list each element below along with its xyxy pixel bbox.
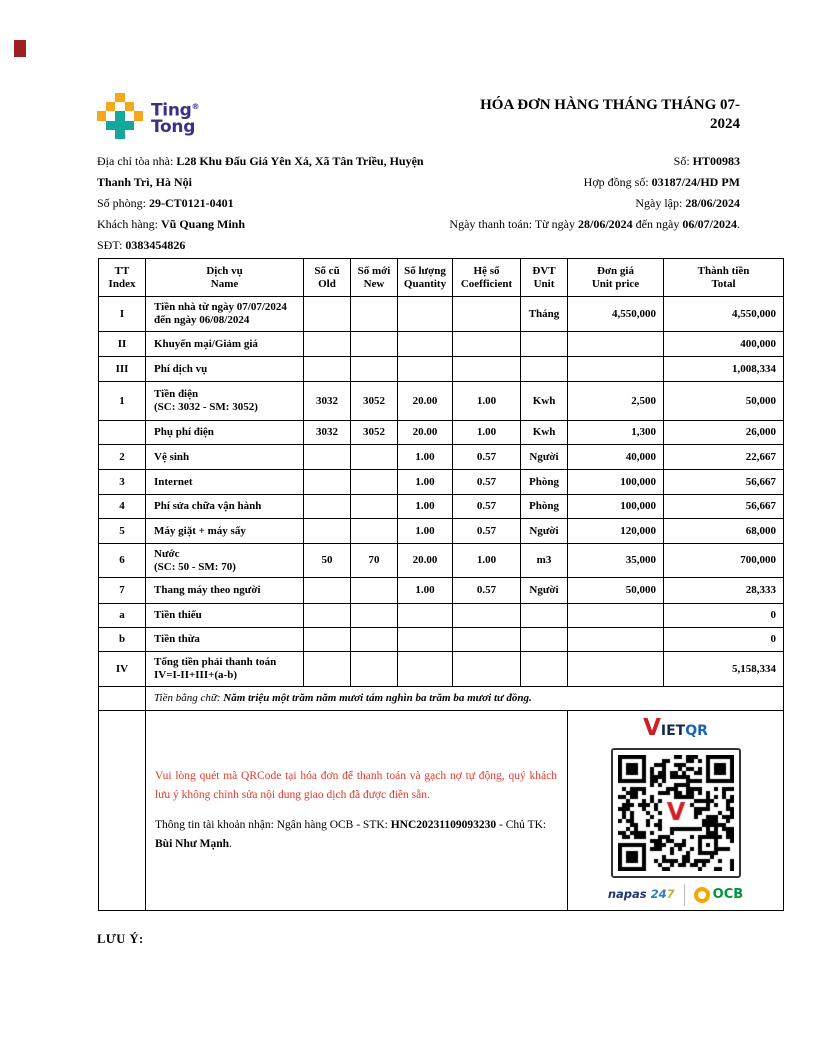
cell-old [304,519,351,544]
building-address: Địa chỉ tòa nhà: L28 Khu Đấu Giá Yên Xá, Xã Tân Triều, Huyện Thanh Trì, Hà Nội [97,154,424,189]
table-row [99,382,784,421]
cell-old [304,297,351,332]
cell-coef: 0.57 [453,495,521,519]
cell-old: 50 [304,544,351,578]
cell-tt [99,421,146,445]
cell-new: 70 [351,544,398,578]
cell-coef [453,357,521,382]
customer-phone: SĐT: 0383454826 [97,238,186,252]
cell-qty [398,652,453,687]
payment-network-logos [568,884,783,906]
cell-total: 68,000 [664,519,784,544]
qr-code [618,755,734,871]
cell-total: 5,158,334 [664,652,784,687]
cell-total: 400,000 [664,332,784,357]
cell-unit: Phòng [521,495,568,519]
cell-new [351,652,398,687]
customer-name: Khách hàng: Vũ Quang Minh [97,217,246,231]
cell-qty: 20.00 [398,382,453,421]
cell-unit [521,332,568,357]
cell-new [351,519,398,544]
table-row [99,332,784,357]
table-row [99,495,784,519]
cell-price: 50,000 [568,578,664,604]
col-header-service: Dịch vụ Name [146,259,304,297]
col-header-total: Thành tiền Total [664,259,784,297]
cell-total: 56,667 [664,495,784,519]
cell-qty [398,357,453,382]
cell-coef: 0.57 [453,470,521,495]
document-title [420,96,740,134]
cell-name: Tổng tiền phải thanh toán IV=I-II+III+(a-b) [146,652,304,687]
col-header-new: Số mới New [351,259,398,297]
cell-qty [398,604,453,628]
logo-line2: Tong [151,116,196,137]
cell-name: Phụ phí điện [146,421,304,445]
cell-tt: 7 [99,578,146,604]
qr-payment-row [99,711,784,911]
invoice-meta [320,151,740,235]
cell-name: Khuyến mại/Giảm giá [146,332,304,357]
cell-coef: 1.00 [453,421,521,445]
cell-new [351,578,398,604]
cell-qty: 20.00 [398,544,453,578]
cell-name: Phí sửa chữa vận hành [146,495,304,519]
cell-old [304,495,351,519]
logo-divider [684,884,685,906]
cell-old: 3032 [304,421,351,445]
cell-tt: 4 [99,495,146,519]
cell-price: 2,500 [568,382,664,421]
contract-number: Hợp đồng số: 03187/24/HD PM [583,175,740,189]
cell-coef: 0.57 [453,445,521,470]
cell-name: Tiền thiếu [146,604,304,628]
cell-tt: 6 [99,544,146,578]
cell-empty [99,711,146,911]
col-header-old: Số cũ Old [304,259,351,297]
account-info: Thông tin tài khoản nhận: Ngân hàng OCB - STK: HNC20231109093230 - Chủ TK: Bùi Như Mạnh. [155,819,547,850]
cell-unit: Tháng [521,297,568,332]
cell-price: 35,000 [568,544,664,578]
tingtong-logo [97,93,199,139]
cell-name: Phí dịch vụ [146,357,304,382]
cell-new [351,604,398,628]
cell-price [568,357,664,382]
cell-total: 700,000 [664,544,784,578]
cell-qty: 1.00 [398,470,453,495]
table-row [99,544,784,578]
cell-new [351,628,398,652]
napas-247-logo: napas 247 [607,887,675,901]
cell-unit [521,357,568,382]
table-row [99,421,784,445]
qr-warning-text: Vui lòng quét mã QRCode tại hóa đơn để thanh toán và gạch nợ tự động, quý khách lưu ý không chỉnh sửa nội dung giao dịch đã được điền sẵn. [155,770,557,801]
cell-qty [398,297,453,332]
vietqr-logo: VIETQR [643,714,708,741]
cell-new: 3052 [351,421,398,445]
cell-price: 4,550,000 [568,297,664,332]
cell-unit: m3 [521,544,568,578]
cell-unit [521,652,568,687]
table-row [99,445,784,470]
cell-tt: 5 [99,519,146,544]
cell-price [568,652,664,687]
cell-unit [521,628,568,652]
cell-price: 1,300 [568,421,664,445]
cell-new: 3052 [351,382,398,421]
cell-total: 28,333 [664,578,784,604]
tingtong-logo-text [151,93,199,139]
cell-price [568,332,664,357]
col-header-tt: TT Index [99,259,146,297]
cell-name: Tiền nhà từ ngày 07/07/2024 đến ngày 06/08/2024 [146,297,304,332]
tingtong-logo-icon [97,93,143,139]
cell-total: 0 [664,604,784,628]
cell-old: 3032 [304,382,351,421]
cell-price [568,604,664,628]
cell-tt: II [99,332,146,357]
cell-total: 50,000 [664,382,784,421]
cell-new [351,297,398,332]
cell-tt: 1 [99,382,146,421]
payment-period: Ngày thanh toán: Từ ngày 28/06/2024 đến ngày 06/07/2024. [449,217,740,231]
cell-name: Máy giặt + máy sấy [146,519,304,544]
cell-coef: 1.00 [453,544,521,578]
cell-old [304,578,351,604]
ocb-label: OCB [712,886,744,902]
notes-heading: LƯU Ý: [97,932,144,946]
cell-total: 0 [664,628,784,652]
cell-old [304,604,351,628]
cell-name: Thang máy theo người [146,578,304,604]
table-row [99,470,784,495]
cell-tt: IV [99,652,146,687]
cell-unit: Người [521,445,568,470]
ocb-ring-icon [694,887,710,903]
cell-name: Vệ sinh [146,445,304,470]
cell-coef: 0.57 [453,578,521,604]
cell-total: 26,000 [664,421,784,445]
cell-coef [453,628,521,652]
cell-name: Tiền thừa [146,628,304,652]
cell-unit: Phòng [521,470,568,495]
cell-tt: a [99,604,146,628]
cell-qty: 20.00 [398,421,453,445]
cell-qty: 1.00 [398,495,453,519]
cell-price: 100,000 [568,470,664,495]
table-row [99,628,784,652]
qr-code-frame [611,748,741,878]
cell-name: Tiền điện (SC: 3032 - SM: 3052) [146,382,304,421]
document-title-line2: 2024 [710,116,740,132]
page-corner-mark [14,40,26,57]
col-header-unit-price: Đơn giá Unit price [568,259,664,297]
cell-tt: III [99,357,146,382]
cell-coef: 1.00 [453,382,521,421]
document-title-line1: HÓA ĐƠN HÀNG THÁNG THÁNG 07- [480,97,740,113]
cell-name: Internet [146,470,304,495]
cell-coef [453,332,521,357]
cell-total: 4,550,000 [664,297,784,332]
table-header-row [99,259,784,297]
cell-tt: 3 [99,470,146,495]
cell-unit [521,604,568,628]
invoice-number: Số: HT00983 [673,154,740,168]
cell-new [351,445,398,470]
cell-empty [99,687,146,711]
cell-price: 120,000 [568,519,664,544]
cell-qty: 1.00 [398,519,453,544]
cell-new [351,357,398,382]
cell-tt: 2 [99,445,146,470]
amount-in-words: Tiền bằng chữ: Năm triệu một trăm năm mươi tám nghìn ba trăm ba mươi tư đồng. [146,687,784,711]
cell-old [304,445,351,470]
cell-old [304,652,351,687]
table-row [99,578,784,604]
cell-price: 40,000 [568,445,664,470]
cell-coef [453,297,521,332]
col-header-coefficient: Hệ số Coefficient [453,259,521,297]
cell-new [351,470,398,495]
cell-tt: b [99,628,146,652]
payment-instructions [146,711,568,911]
amount-in-words-row [99,687,784,711]
cell-total: 1,008,334 [664,357,784,382]
table-row [99,357,784,382]
issue-date: Ngày lập: 28/06/2024 [635,196,740,210]
cell-coef: 0.57 [453,519,521,544]
invoice-table [98,258,784,911]
cell-new [351,495,398,519]
cell-new [351,332,398,357]
ocb-bank-logo [694,887,744,903]
cell-old [304,470,351,495]
cell-unit: Kwh [521,421,568,445]
cell-qty [398,332,453,357]
cell-tt: I [99,297,146,332]
cell-qty: 1.00 [398,578,453,604]
table-row [99,297,784,332]
cell-old [304,357,351,382]
col-header-unit: ĐVT Unit [521,259,568,297]
registered-mark: ® [191,102,200,111]
cell-coef [453,652,521,687]
room-number: Số phòng: 29-CT0121-0401 [97,196,234,210]
cell-name: Nước (SC: 50 - SM: 70) [146,544,304,578]
cell-unit: Người [521,519,568,544]
cell-qty: 1.00 [398,445,453,470]
cell-total: 56,667 [664,470,784,495]
qr-code-area [568,711,784,911]
col-header-quantity: Số lượng Quantity [398,259,453,297]
cell-old [304,332,351,357]
cell-unit: Kwh [521,382,568,421]
cell-coef [453,604,521,628]
cell-price [568,628,664,652]
cell-old [304,628,351,652]
cell-unit: Người [521,578,568,604]
table-row-grand-total [99,652,784,687]
logo-line1: Ting [151,100,192,121]
cell-price: 100,000 [568,495,664,519]
cell-qty [398,628,453,652]
table-row [99,604,784,628]
cell-total: 22,667 [664,445,784,470]
table-row [99,519,784,544]
